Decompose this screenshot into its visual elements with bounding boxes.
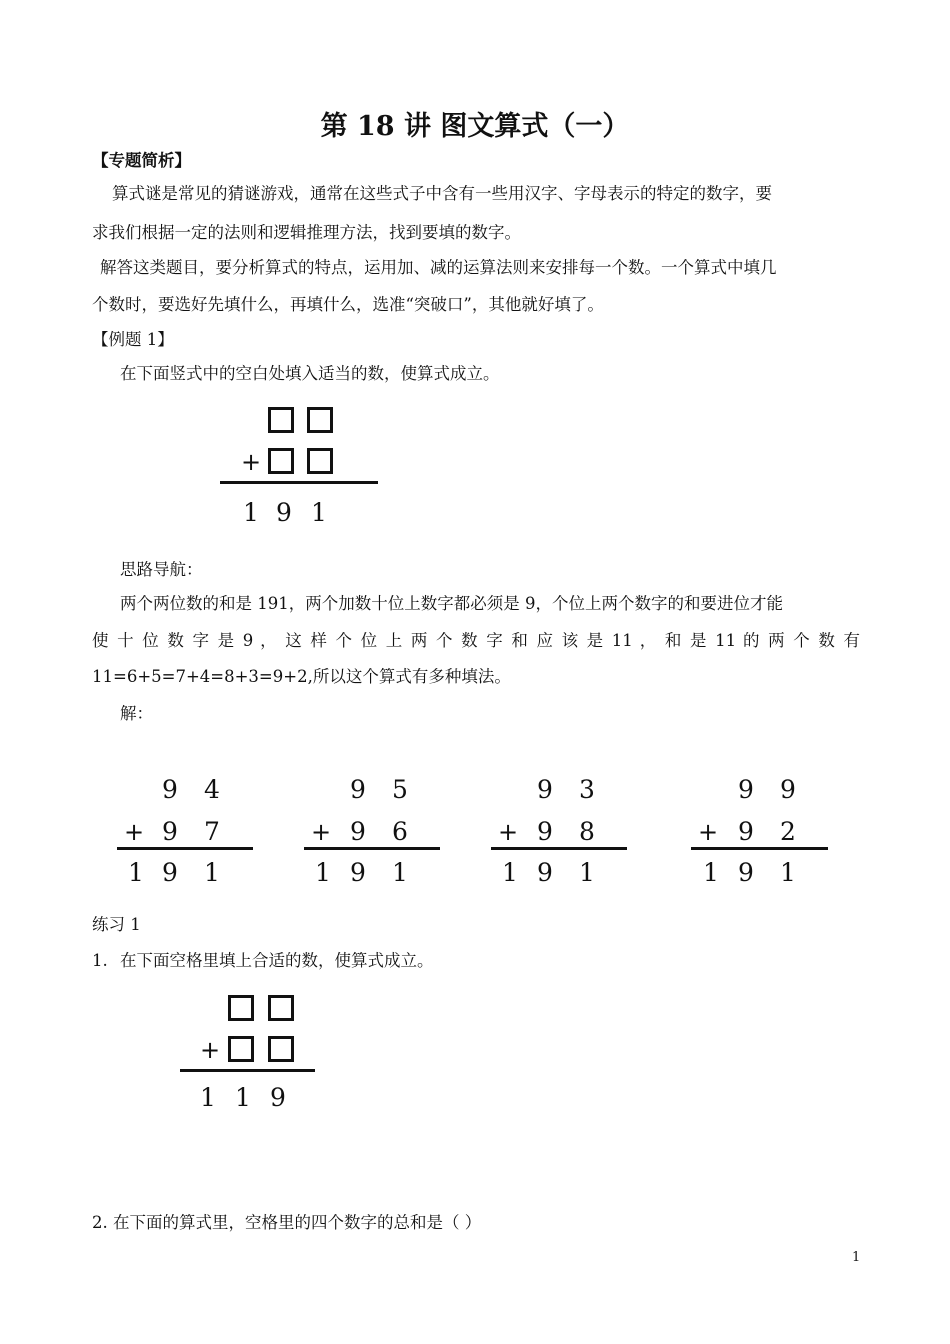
digit: 9 xyxy=(350,817,366,846)
digit: 9 xyxy=(537,858,553,887)
digit: 9 xyxy=(162,858,178,887)
solution-label: 解： xyxy=(120,704,153,723)
digit: 9 xyxy=(350,858,366,887)
blank-box[interactable] xyxy=(268,995,294,1021)
digit: 9 xyxy=(162,775,178,804)
result-digit: 1 xyxy=(243,498,259,527)
practice-q1-text: 在下面空格里填上合适的数，使算式成立。 xyxy=(120,951,434,970)
digit: 9 xyxy=(350,775,366,804)
sum-line xyxy=(180,1069,315,1072)
sum-line xyxy=(491,847,627,850)
digit: 9 xyxy=(162,817,178,846)
intro-paragraph-2-line-2: 个数时，要选好先填什么，再填什么，选准“突破口”，其他就好填了。 xyxy=(92,295,604,314)
result-digit: 9 xyxy=(270,1083,286,1112)
blank-box[interactable] xyxy=(228,1036,254,1062)
digit: 1 xyxy=(315,858,331,887)
digit: 9 xyxy=(780,775,796,804)
sum-line xyxy=(691,847,828,850)
thinking-line-2: 使 十 位 数 字 是 9 ， 这 样 个 位 上 两 个 数 字 和 应 该 是 11 ， 和 是 11 的 两 个 数 有 xyxy=(92,631,860,650)
digit: 4 xyxy=(204,775,220,804)
plus-sign: + xyxy=(124,818,145,846)
example-1-heading: 【例题 1】 xyxy=(92,330,174,349)
plus-sign: + xyxy=(241,448,262,476)
thinking-label: 思路导航： xyxy=(120,560,203,579)
sum-line xyxy=(117,847,253,850)
practice-q2-text: 2. 在下面的算式里，空格里的四个数字的总和是（ ） xyxy=(92,1213,482,1232)
digit: 9 xyxy=(537,817,553,846)
practice-heading: 练习 1 xyxy=(92,915,141,934)
digit: 2 xyxy=(780,817,796,846)
blank-box[interactable] xyxy=(268,448,294,474)
blank-box[interactable] xyxy=(307,448,333,474)
intro-paragraph-2-line-1: 解答这类题目，要分析算式的特点，运用加、减的运算法则来安排每一个数。一个算式中填几 xyxy=(100,258,777,277)
digit: 7 xyxy=(204,817,220,846)
digit: 1 xyxy=(502,858,518,887)
section-heading: 【专题简析】 xyxy=(92,151,191,170)
digit: 1 xyxy=(128,858,144,887)
blank-box[interactable] xyxy=(307,407,333,433)
intro-paragraph-1-line-1: 算式谜是常见的猜谜游戏，通常在这些式子中含有一些用汉字、字母表示的特定的数字，要 xyxy=(112,184,772,203)
blank-box[interactable] xyxy=(268,407,294,433)
digit: 8 xyxy=(579,817,595,846)
digit: 1 xyxy=(204,858,220,887)
thinking-line-3: 11=6+5=7+4=8+3=9+2,所以这个算式有多种填法。 xyxy=(92,667,511,686)
page-number: 1 xyxy=(852,1250,861,1265)
digit: 1 xyxy=(703,858,719,887)
blank-box[interactable] xyxy=(228,995,254,1021)
page-title: 第 18 讲 图文算式（一） xyxy=(320,111,630,142)
sum-line xyxy=(220,481,378,484)
digit: 6 xyxy=(392,817,408,846)
practice-q1-number: 1. xyxy=(92,951,108,970)
intro-paragraph-1-line-2: 求我们根据一定的法则和逻辑推理方法，找到要填的数字。 xyxy=(92,223,521,242)
digit: 1 xyxy=(579,858,595,887)
digit: 9 xyxy=(738,858,754,887)
plus-sign: + xyxy=(498,818,519,846)
plus-sign: + xyxy=(311,818,332,846)
result-digit: 1 xyxy=(311,498,327,527)
digit: 1 xyxy=(392,858,408,887)
plus-sign: + xyxy=(698,818,719,846)
plus-sign: + xyxy=(200,1036,221,1064)
result-digit: 1 xyxy=(200,1083,216,1112)
digit: 9 xyxy=(738,817,754,846)
digit: 9 xyxy=(537,775,553,804)
example-1-prompt: 在下面竖式中的空白处填入适当的数，使算式成立。 xyxy=(120,364,500,383)
digit: 1 xyxy=(780,858,796,887)
sum-line xyxy=(304,847,440,850)
blank-box[interactable] xyxy=(268,1036,294,1062)
digit: 9 xyxy=(738,775,754,804)
digit: 3 xyxy=(579,775,595,804)
thinking-line-1: 两个两位数的和是 191，两个加数十位上数字都必须是 9，个位上两个数字的和要进位才能 xyxy=(120,594,783,613)
digit: 5 xyxy=(392,775,408,804)
result-digit: 1 xyxy=(235,1083,251,1112)
result-digit: 9 xyxy=(276,498,292,527)
